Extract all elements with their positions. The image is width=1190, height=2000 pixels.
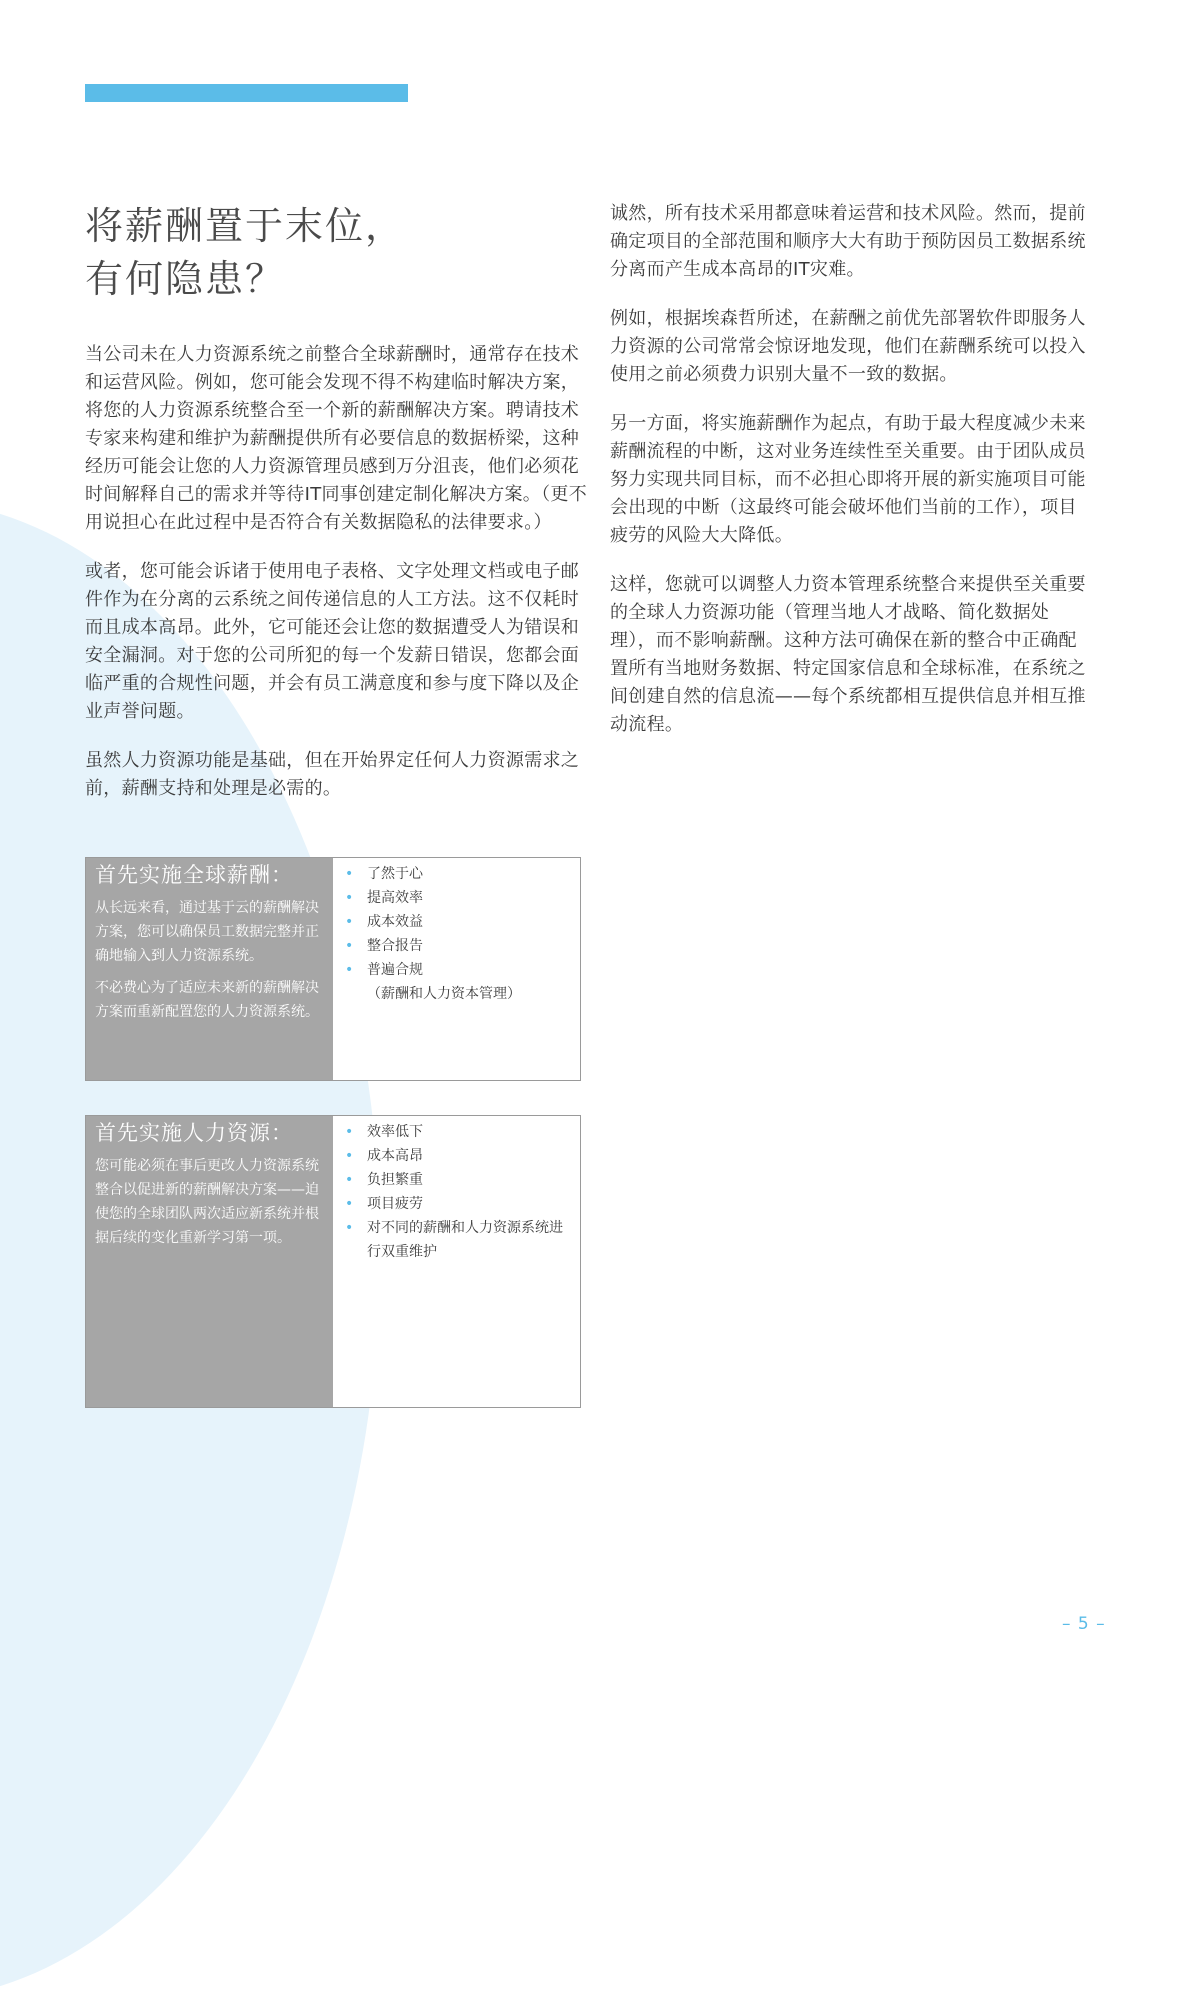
list-item: • 提高效率 [343, 886, 572, 910]
bullet-icon: • [345, 1172, 354, 1188]
list-item: • 负担繁重 [343, 1168, 572, 1192]
hr-first-box [85, 1115, 581, 1408]
bullet-icon: • [345, 1148, 354, 1164]
bullet-icon: • [345, 962, 354, 978]
list-item: • 效率低下 [343, 1120, 572, 1144]
list-item: • 整合报告 [343, 934, 572, 958]
right-paragraph: 例如，根据埃森哲所述，在薪酬之前优先部署软件即服务人力资源的公司常常会惊讶地发现，他们在薪酬系统可以投入使用之前必须费力识别大量不一致的数据。 [610, 308, 1086, 385]
bullet-icon: • [345, 890, 354, 906]
box-description-panel [86, 1116, 333, 1407]
box-text: 您可能必须在事后更改人力资源系统整合以促进新的薪酬解决方案——迫使您的全球团队两次适应新系统并根据后续的变化重新学习第一项。 [95, 1158, 319, 1246]
payroll-first-box [85, 857, 581, 1081]
left-paragraph: 当公司未在人力资源系统之前整合全球薪酬时，通常存在技术和运营风险。例如，您可能会发现不得不构建临时解决方案，将您的人力资源系统整合至一个新的薪酬解决方案。聘请技术专家来构建和维护为薪酬提供所有必要信息的数据桥梁，这种经历可能会让您的人力资源管理员感到万分沮丧，他们必须花时间解释自己的需求并等待IT同事创建定制化解决方案。（更不用说担心在此过程中是否符合有关数据隐私的法律要求。） [85, 344, 588, 533]
box-title: 首先实施全球薪酬： [95, 863, 293, 887]
page-title [85, 200, 590, 306]
bullet-icon: • [345, 938, 354, 954]
list-item: • 对不同的薪酬和人力资源系统进行双重维护 [343, 1216, 572, 1264]
title-line-1: 将薪酬置于末位， [85, 204, 406, 248]
box-title: 首先实施人力资源： [95, 1121, 293, 1145]
bullet-icon: • [345, 1196, 354, 1212]
bullet-icon: • [345, 866, 354, 882]
accent-bar [85, 84, 408, 102]
left-column [85, 200, 590, 824]
right-paragraph: 诚然，所有技术采用都意味着运营和技术风险。然而，提前确定项目的全部范围和顺序大大有助于预防因员工数据系统分离而产生成本高昂的IT灾难。 [610, 203, 1086, 280]
left-paragraph: 虽然人力资源功能是基础，但在开始界定任何人力资源需求之前，薪酬支持和处理是必需的。 [85, 750, 580, 799]
right-column [610, 200, 1095, 760]
box-text: 从长远来看，通过基于云的薪酬解决方案，您可以确保员工数据完整并正确地输入到人力资源系统。 [95, 900, 319, 964]
list-item: • 普遍合规 （薪酬和人力资本管理） [343, 958, 572, 1006]
list-item: • 了然于心 [343, 862, 572, 886]
page-number: – 5 – [1062, 1614, 1106, 1634]
box-text: 不必费心为了适应未来新的薪酬解决方案而重新配置您的人力资源系统。 [95, 980, 319, 1020]
list-item: • 成本高昂 [343, 1144, 572, 1168]
bullet-icon: • [345, 1220, 354, 1236]
bullet-icon: • [345, 1124, 354, 1140]
list-item: • 项目疲劳 [343, 1192, 572, 1216]
right-paragraph: 另一方面，将实施薪酬作为起点，有助于最大程度减少未来薪酬流程的中断，这对业务连续性至关重要。由于团队成员努力实现共同目标，而不必担心即将开展的新实施项目可能会出现的中断（这最终可能会破坏他们当前的工作），项目疲劳的风险大大降低。 [610, 413, 1086, 546]
list-item: • 成本效益 [343, 910, 572, 934]
box-description-panel [86, 858, 333, 1080]
bullet-icon: • [345, 914, 354, 930]
left-paragraph: 或者，您可能会诉诸于使用电子表格、文字处理文档或电子邮件作为在分离的云系统之间传递信息的人工方法。这不仅耗时而且成本高昂。此外，它可能还会让您的数据遭受人为错误和安全漏洞。对于您的公司所犯的每一个发薪日错误，您都会面临严重的合规性问题，并会有员工满意度和参与度下降以及企业声誉问题。 [85, 561, 580, 722]
right-paragraph: 这样，您就可以调整人力资本管理系统整合来提供至关重要的全球人力资源功能（管理当地人才战略、简化数据处理），而不影响薪酬。这种方法可确保在新的整合中正确配置所有当地财务数据、特定国家信息和全球标准，在系统之间创建自然的信息流——每个系统都相互提供信息并相互推动流程。 [610, 574, 1086, 735]
box-benefits-list [333, 858, 580, 1080]
title-line-2: 有何隐患？ [85, 257, 286, 301]
box-drawbacks-list [333, 1116, 580, 1407]
